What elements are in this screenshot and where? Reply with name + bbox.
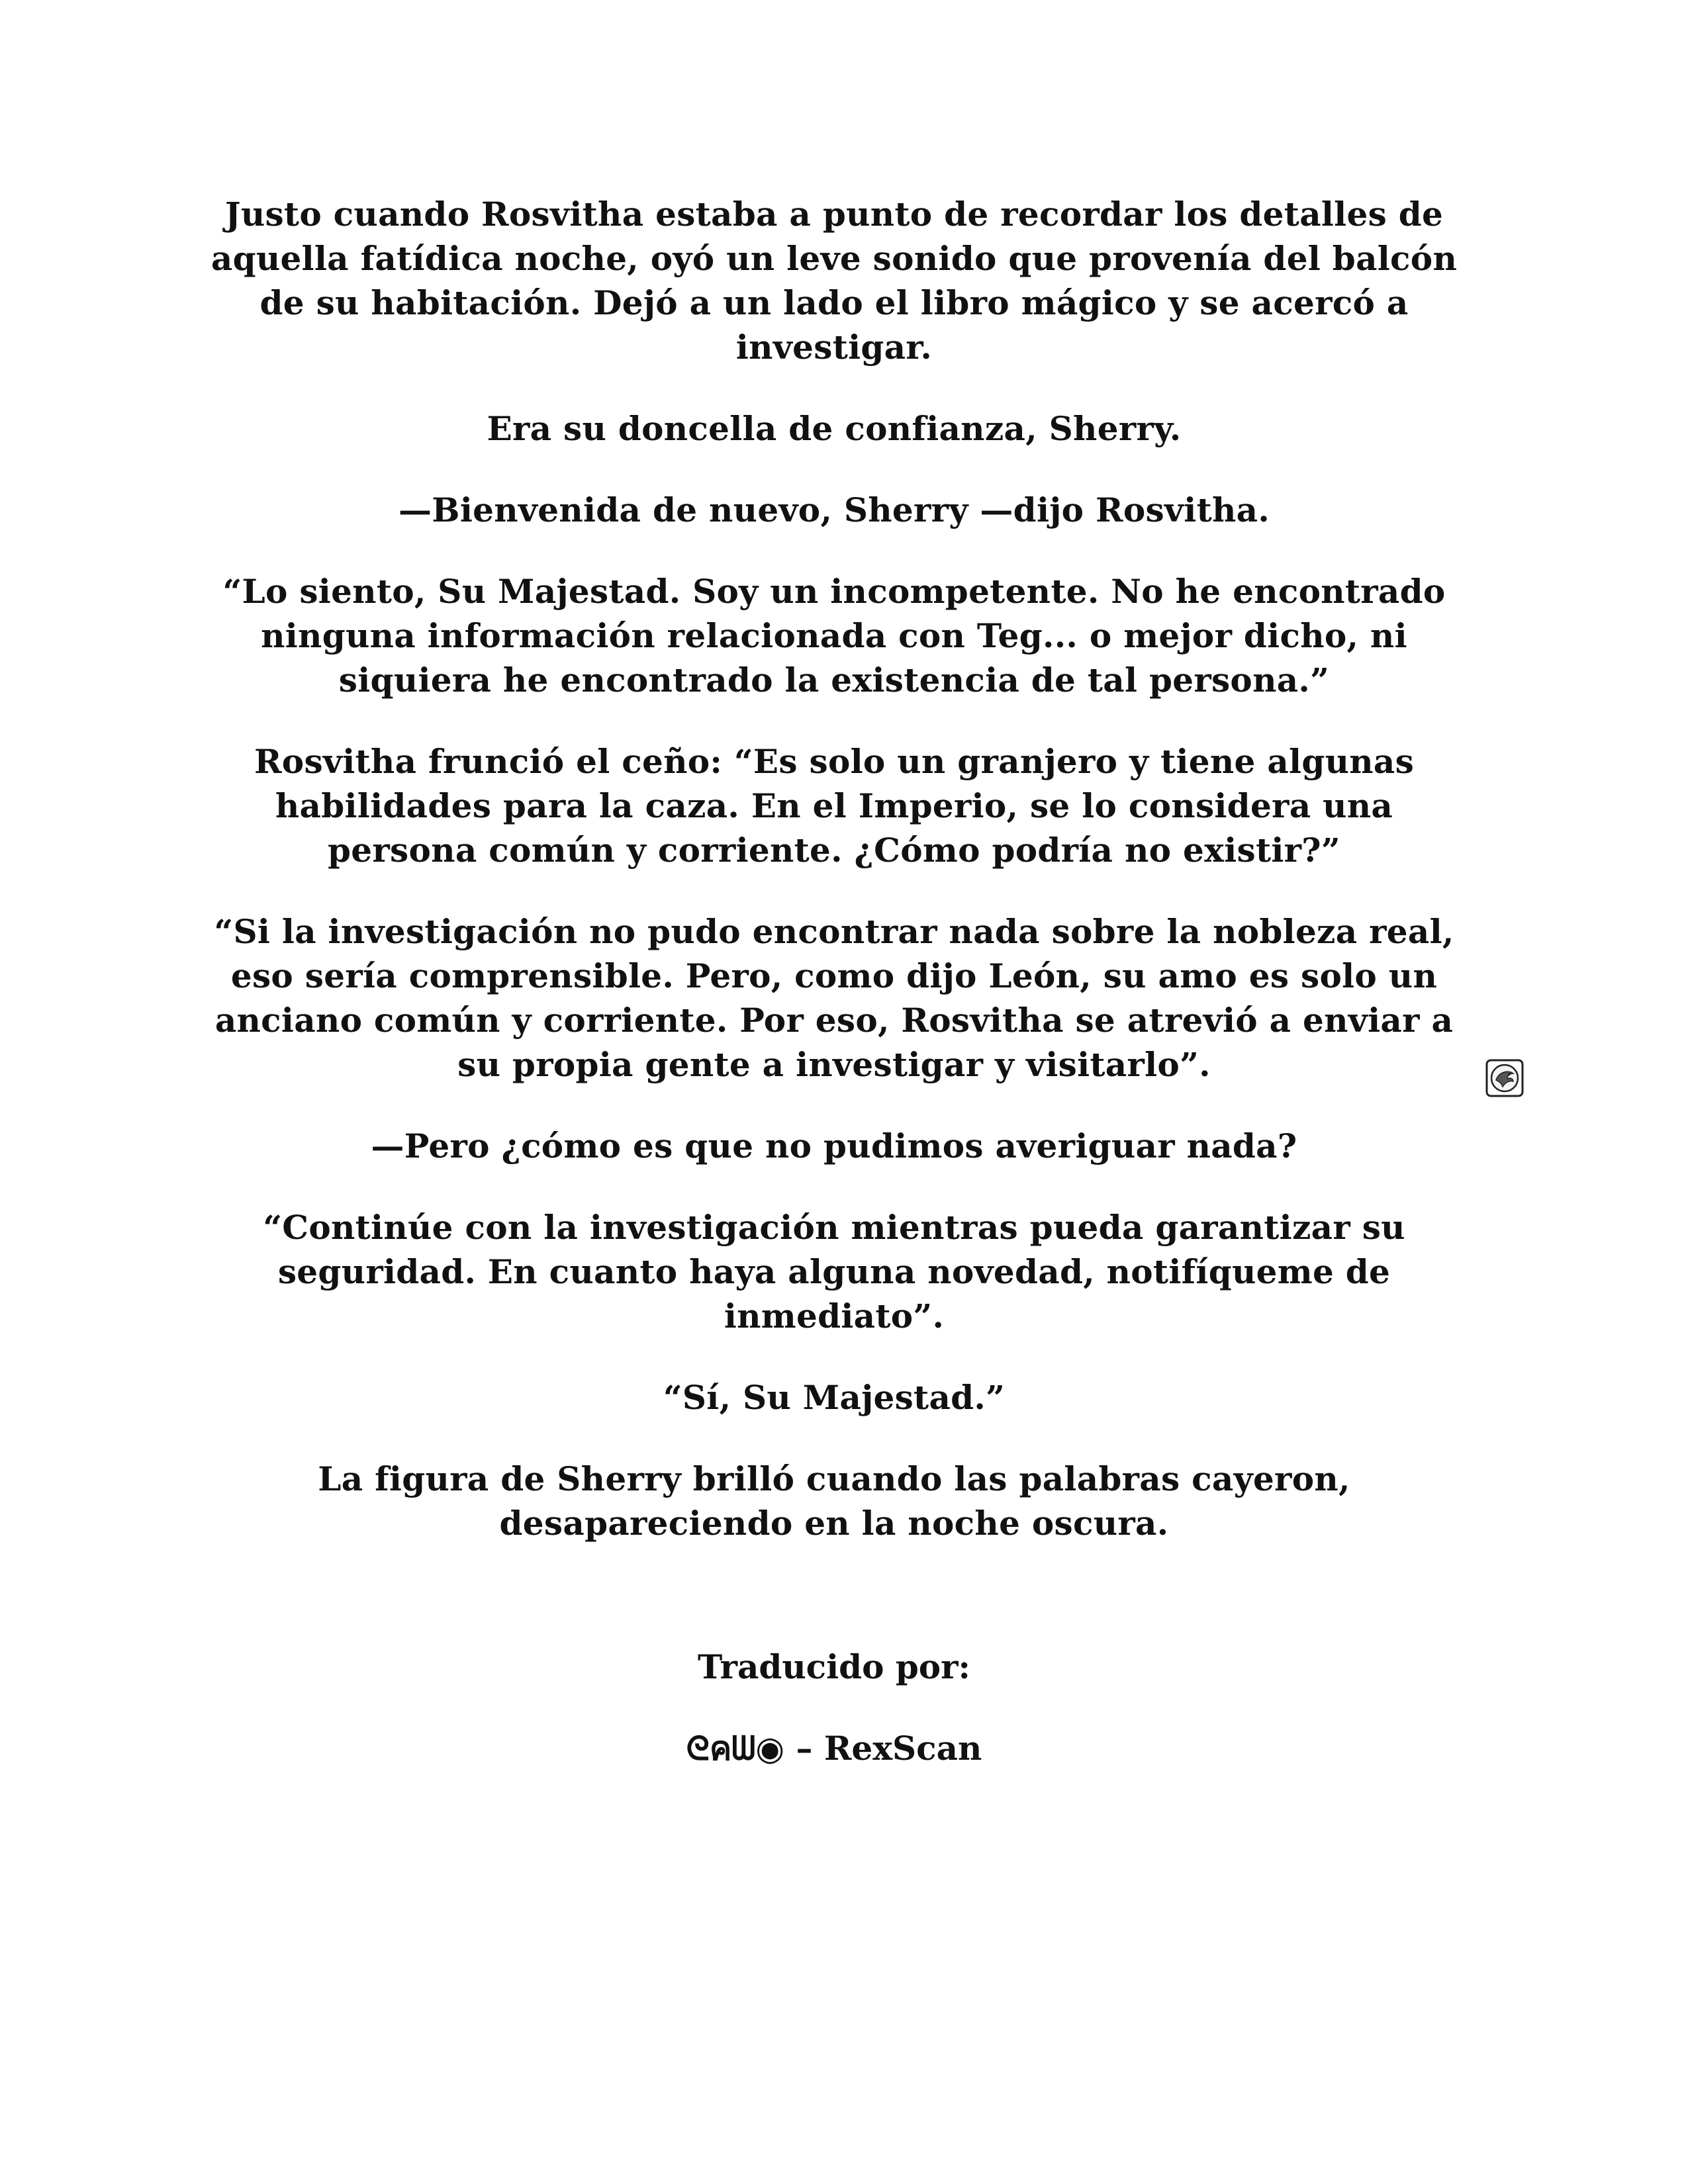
paragraph-3: —Bienvenida de nuevo, Sherry —dijo Rosvitha.: [398, 490, 1270, 529]
credits-name: ᘓคᗯ◉ – RexScan: [686, 1729, 982, 1768]
paragraph-8: “Continúe con la investigación mientras pueda garantizar su seguridad. En cuanto haya alguna novedad, notifíqueme de inmediato”.: [263, 1208, 1405, 1336]
paragraph-9: “Sí, Su Majestad.”: [663, 1378, 1006, 1417]
paragraph-10: La figura de Sherry brilló cuando las palabras cayeron, desapareciendo en la noche oscura.: [318, 1459, 1350, 1543]
dragon-emblem-icon: [1485, 1059, 1524, 1097]
paragraph-1: Justo cuando Rosvitha estaba a punto de recordar los detalles de aquella fatídica noche, oyó un leve sonido que provenía del balcón de su habitación. Dejó a un lado el libro mágico y se acercó a investigar.: [211, 195, 1458, 367]
paragraph-6: “Si la investigación no pudo encontrar nada sobre la nobleza real, eso sería comprensible. Pero, como dijo León, su amo es solo un anciano común y corriente. Por eso, Rosvitha se atrevió a enviar a su propia gente a investigar y visitarlo”.: [214, 912, 1454, 1084]
paragraph-5: Rosvitha frunció el ceño: “Es solo un granjero y tiene algunas habilidades para la caza. En el Imperio, se lo considera una persona común y corriente. ¿Cómo podría no existir?”: [254, 742, 1415, 870]
document-page: [199, 192, 1470, 1770]
paragraph-7: —Pero ¿cómo es que no pudimos averiguar nada?: [371, 1126, 1297, 1165]
credits-label: Traducido por:: [698, 1647, 970, 1686]
paragraph-2: Era su doncella de confianza, Sherry.: [487, 409, 1182, 448]
paragraph-4: “Lo siento, Su Majestad. Soy un incompetente. No he encontrado ninguna información relacionada con Teg... o mejor dicho, ni siquiera he encontrado la existencia de tal persona.”: [222, 572, 1446, 700]
